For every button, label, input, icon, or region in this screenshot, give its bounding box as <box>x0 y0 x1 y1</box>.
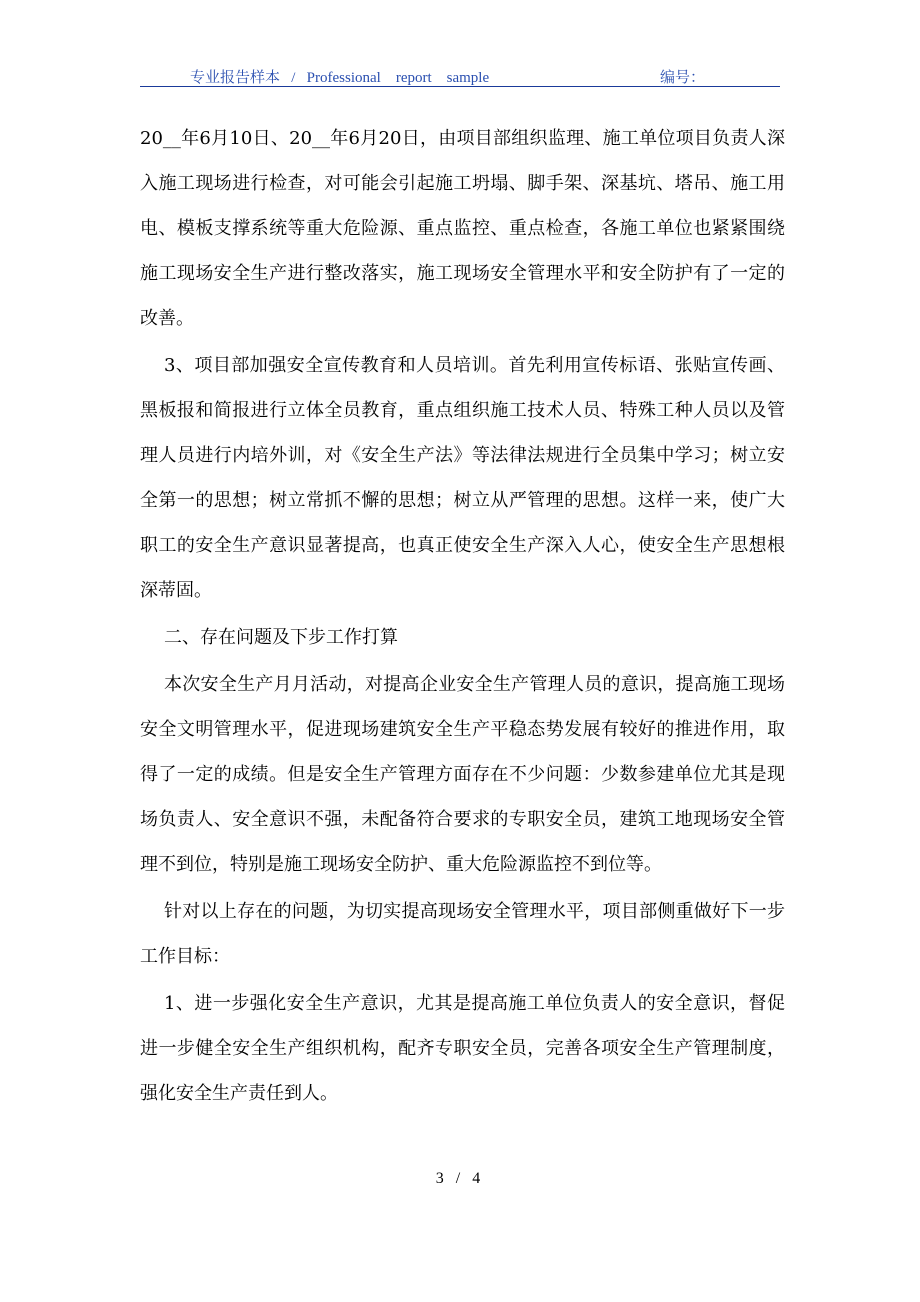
section-heading: 二、存在问题及下步工作打算 <box>164 627 398 648</box>
paragraph-summary: 本次安全生产月月活动，对提高企业安全生产管理人员的意识，提高施工现场安全文明管理水平，促进现场建筑安全生产平稳态势发展有较好的推进作用，取得了一定的成绩。但是安全生产管理方面存在不少问题：少数参建单位尤其是现场负责人、安全意识不强，未配备符合要求的专职安全员，建筑工地现场安全管理不到位，特别是施工现场安全防护、重大危险源监控不到位等。 <box>140 674 785 875</box>
paragraph-item-1: 1、进一步强化安全生产意识，尤其是提高施工单位负责人的安全意识，督促进一步健全安全生产组织机构，配齐专职安全员，完善各项安全生产管理制度，强化安全生产责任到人。 <box>140 993 785 1104</box>
header-title: 专业报告样本 / Professional report sample <box>190 70 490 86</box>
header-number-label: 编号： <box>660 70 706 86</box>
paragraph-item-3: 3、项目部加强安全宣传教育和人员培训。首先利用宣传标语、张贴宣传画、黑板报和简报进行立体全员教育，重点组织施工技术人员、特殊工种人员以及管理人员进行内培外训，对《安全生产法》等法律法规进行全员集中学习；树立安全第一的思想；树立常抓不懈的思想；树立从严管理的思想。这样一来，使广大职工的安全生产意识显著提高，也真正使安全生产深入人心，使安全生产思想根深蒂固。 <box>140 355 785 601</box>
page-header <box>140 60 780 87</box>
paragraph-goals-intro: 针对以上存在的问题，为切实提高现场安全管理水平，项目部侧重做好下一步工作目标： <box>140 901 785 967</box>
document-body <box>140 116 785 1118</box>
paragraph-continuation: 20__年6月10日、20__年6月20日，由项目部组织监理、施工单位项目负责人深入施工现场进行检查，对可能会引起施工坍塌、脚手架、深基坑、塔吊、施工用电、模板支撑系统等重大危险源、重点监控、重点检查，各施工单位也紧紧围绕施工现场安全生产进行整改落实，施工现场安全管理水平和安全防护有了一定的改善。 <box>140 128 785 329</box>
page-number: 3 / 4 <box>435 1170 485 1187</box>
